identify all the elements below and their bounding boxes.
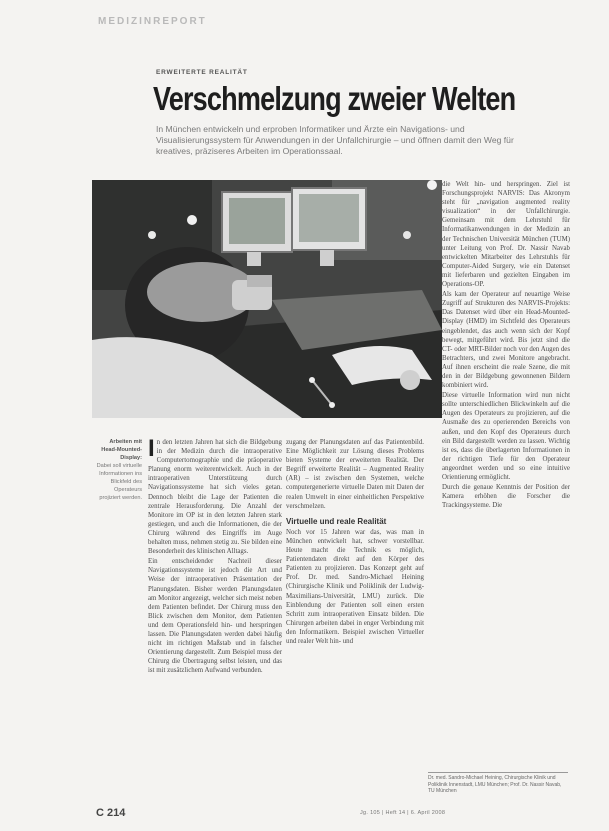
footnote: Dr. med. Sandro-Michael Heining, Chirurgische Klinik und Poliklinik Innenstadt, LMU München; Prof. Dr. Nassir Navab, TU München <box>428 772 568 795</box>
section-label: MEDIZINREPORT <box>98 16 207 27</box>
photo-caption <box>96 438 142 502</box>
article-photo <box>92 180 442 418</box>
column-middle-left <box>148 435 282 676</box>
column-right-top <box>442 180 570 511</box>
paragraph: Diese virtuelle Information wird nun nicht sollte unterschiedlichen Blickwinkeln auf die Augen des Operateurs zu projizieren, auf die Ausmaße des zu operierenden Bereichs von außen, und den Kopf des Operateurs durch ein Bild dargestellt werden zu lassen. Wichtig ist es, dass die überlagerten Informationen in der richtigen Tiefe für den Operateur angeordnet werden und so eine intuitive Orientierung ermöglicht. <box>442 392 570 481</box>
caption-title: Arbeiten mit Head-Mounted-Display: <box>101 439 142 461</box>
article-kicker: ERWEITERTE REALITÄT <box>156 69 248 76</box>
paragraph: Als kam der Operateur auf neuartige Weise Zugriff auf Strukturen des NARVIS-Projekts: Das Datenset wird über ein Head-Mounted-Display (HMD) im Sichtfeld des Operateurs eingeblendet, das auch wenn sich der Kopf bewegt, mitgeführt wird. Bis jetzt sind die CT- oder MRT-Bilder noch vor den Augen des Betrachters, und zwei Monitore angebracht. Auf ihnen erscheint die reale Szene, die mit den in der Bildgebung gewonnenen Bildern kombiniert wird. <box>442 291 570 390</box>
photo-illustration <box>92 180 442 418</box>
page-number: C 214 <box>96 807 126 819</box>
drop-cap: I <box>148 435 155 462</box>
caption-text: Dabei soll virtuelle Informationen ins Blickfeld des Operateurs projiziert werden. <box>96 463 142 501</box>
paragraph: In den letzten Jahren hat sich die Bildgebung in der Medizin durch die intraoperative Computertomographie und die präoperative Planung enorm weiterentwickelt. Auch in der intraoperativen Unterstützung durch Navigationssysteme hat sich vieles getan. Dennoch bleibt die Lage der Patienten die zentrale Herausforderung. Die Anzahl der Monitore im OP ist in den letzten Jahren stark gestiegen, und auch die Informationen, die der Chirurg während des Eingriffs im Auge behalten muss, nehmen stetig zu. Sie bilden eine Besonderheit des klinischen Alltags. <box>148 435 282 556</box>
paragraph: die Welt hin- und herspringen. Ziel ist Forschungsprojekt NARVIS: Das Akronym steht für „navigation augmented reality visualization“ in der Unfallchirurgie. Gemeinsam mit dem Lehrstuhl für Informatikanwendungen in der Medizin an der Technischen Universität München (TUM) unter Leitung von Prof. Dr. Nassir Navab entwickelten Mitarbeiter des Lehrstuhls für Computer-Aided Surgery, wie ein Datenset mit lieferbaren und gezielten Eingaben im Operations-OP. <box>442 181 570 289</box>
paragraph: Ein entscheidender Nachteil dieser Navigationssysteme ist jedoch die Art und Weise der intraoperativen Präsentation der Planungsdaten. Bisher werden Planungsdaten am Monitor angezeigt, welcher sich meist neben dem Patienten befindet. Der Chirurg muss den Blick zwischen dem Monitor, dem Patienten und dem Operationsfeld hin- und herspringen lassen. Die Planungsdaten werden dabei häufig nicht im richtigen Maßstab und in falscher Orientierung dargestellt. Zum Beispiel muss der Chirurg die Übertragung selbst leisten, und das ist mit zusätzlichem Aufwand verbunden. <box>148 558 282 675</box>
article-headline: Verschmelzung zweier Welten <box>153 80 516 117</box>
paragraph: Durch die genaue Kenntnis der Position der Kamera erhöhen die Forscher die Trackingsysteme. Die <box>442 484 570 510</box>
paragraph: zugang der Planungsdaten auf das Patientenbild. Eine Möglichkeit zur Lösung dieses Problems bieten Systeme der erweiterten Realität. Der Begriff erweiterte Realität – Augmented Reality (AR) – ist zwischen den Systemen, welche computergenerierte virtuelle Daten mit Daten der realen Umwelt in einer einheitlichen Perspektive verschmelzen. <box>286 439 424 510</box>
paragraph: Noch vor 15 Jahren war das, was man in München entwickelt hat, schwer vorstellbar. Heute macht die Technik es möglich, Patientendaten direkt auf den Körper des Patienten zu projizieren. Das Konzept geht auf Prof. Dr. med. Sandro-Michael Heining (Chirurgische Klinik und Poliklinik der Ludwig-Maximilians-Universität, LMU) zurück. Die Einblendung der Patienten soll einen ersten Schritt zum intraoperativen Einsatz bilden. Die Chirurgen arbeiten dabei in enger Verbindung mit den Informatikern. Beispiel zwischen Virtueller und realer Welt hin- und <box>286 528 424 645</box>
journal-citation: Jg. 105 | Heft 14 | 6. April 2008 <box>360 810 446 816</box>
column-middle-right <box>286 438 424 647</box>
article-lead: In München entwickeln und erproben Informatiker und Ärzte ein Navigations- und Visualisierungssystem für Anwendungen in der Unfallchirurgie – und öffnen damit den Weg für kreatives, präziseres Arbeiten im Operationssaal. <box>156 124 514 156</box>
subheading: Virtuelle und reale Realität <box>286 516 387 526</box>
